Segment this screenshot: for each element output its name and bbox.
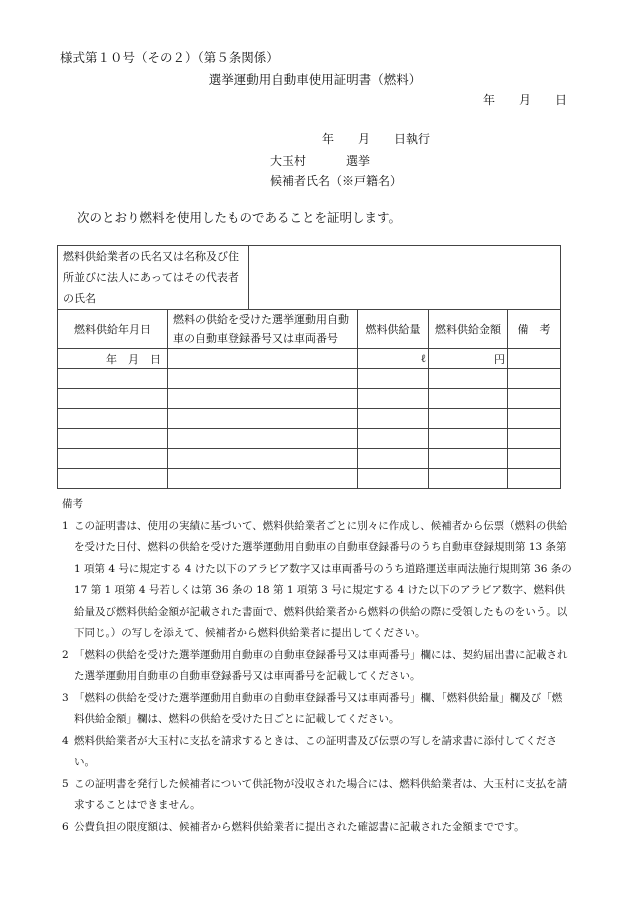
notes-title: 備考	[62, 498, 83, 510]
cell-remarks[interactable]	[508, 449, 561, 469]
note-number: 6	[62, 820, 69, 833]
cell-date[interactable]	[58, 389, 168, 409]
note-number: 5	[62, 777, 69, 790]
note-text: この証明書を発行した候補者について供託物が没収された場合には、燃料供給業者は、大玉村に支払を請求することはできません。	[74, 777, 568, 811]
note-item	[62, 774, 572, 817]
header-remarks: 備 考	[508, 310, 561, 349]
note-number: 4	[62, 734, 69, 747]
cell-date[interactable]	[58, 469, 168, 489]
note-item	[62, 645, 572, 688]
cell-amount[interactable]	[358, 409, 429, 429]
cell-vehicle[interactable]	[168, 449, 358, 469]
table-row	[58, 449, 561, 469]
election-name	[270, 152, 370, 169]
candidate-name-label: 候補者氏名（※戸籍名）	[270, 174, 403, 188]
issue-date: 年 月 日	[483, 93, 568, 107]
supplier-value[interactable]	[249, 246, 561, 310]
cell-vehicle[interactable]	[168, 469, 358, 489]
cell-price[interactable]	[429, 409, 508, 429]
document-title: 選挙運動用自動車使用証明書（燃料）	[208, 72, 422, 87]
notes-section	[62, 494, 572, 838]
table-row	[58, 369, 561, 389]
cell-date[interactable]	[58, 369, 168, 389]
note-item	[62, 731, 572, 774]
supplier-label: 燃料供給業者の氏名又は名称及び住所並びに法人にあってはその代表者の氏名	[58, 246, 249, 310]
cell-vehicle[interactable]	[168, 389, 358, 409]
cell-amount[interactable]	[358, 369, 429, 389]
table-row	[58, 409, 561, 429]
note-text: 燃料供給業者が大玉村に支払を請求するときは、この証明書及び伝票の写しを請求書に添付してください。	[74, 734, 557, 768]
table-header-row	[58, 310, 561, 349]
note-text: 公費負担の限度額は、候補者から燃料供給業者に提出された確認書に記載された金額までです。	[74, 820, 525, 833]
cell-date[interactable]	[58, 449, 168, 469]
cell-vehicle[interactable]	[168, 369, 358, 389]
table-row	[58, 469, 561, 489]
cell-vehicle[interactable]	[168, 429, 358, 449]
cell-date[interactable]	[58, 429, 168, 449]
cell-amount[interactable]	[358, 389, 429, 409]
cell-vehicle[interactable]	[168, 409, 358, 429]
header-vehicle: 燃料の供給を受けた選挙運動用自動車の自動車登録番号又は車両番号	[168, 310, 358, 349]
note-item	[62, 516, 572, 645]
cell-amount[interactable]	[358, 449, 429, 469]
execution-date: 年 月 日執行	[322, 132, 431, 146]
note-number: 1	[62, 519, 69, 532]
note-number: 3	[62, 691, 69, 704]
cell-remarks[interactable]	[508, 429, 561, 449]
cell-price[interactable]	[429, 429, 508, 449]
cell-price[interactable]	[429, 449, 508, 469]
header-amount: 燃料供給量	[358, 310, 429, 349]
note-text: 「燃料の供給を受けた選挙運動用自動車の自動車登録番号又は車両番号」欄には、契約届出書に記載された選挙運動用自動車の自動車登録番号又は車両番号を記載してください。	[74, 648, 568, 682]
cell-price[interactable]	[429, 389, 508, 409]
cell-date[interactable]	[58, 409, 168, 429]
cell-price[interactable]	[429, 369, 508, 389]
table-row	[58, 349, 561, 369]
header-price: 燃料供給金額	[429, 310, 508, 349]
note-text: この証明書は、使用の実績に基づいて、燃料供給業者ごとに別々に作成し、候補者から伝票（燃料の供給を受けた日付、燃料の供給を受けた選挙運動用自動車の自動車登録番号のうち自動車登録規則第 13 条第 1 項第 4 号に規定する 4 けた以下のアラビア数字又は車両番号のうち道路運送車両法施行規則第 36 条の 17 第 1 項第 4 号若しくは第 36 条の 18 第 1 項第 3 号に規定する 4 けた以下のアラビア数字、燃料供給量及び燃料供給金額が記載された書面で、燃料供給業者から燃料の供給の際に受領したものをいう。以下同じ。）の写しを添えて、候補者から燃料供給業者に提出してください。	[74, 519, 572, 639]
cell-remarks[interactable]	[508, 409, 561, 429]
header-date: 燃料供給年月日	[58, 310, 168, 349]
supplier-row	[58, 246, 561, 310]
cell-price[interactable]	[429, 469, 508, 489]
cell-remarks[interactable]	[508, 389, 561, 409]
cell-amount[interactable]	[358, 429, 429, 449]
cell-vehicle[interactable]	[168, 349, 358, 369]
cell-amount[interactable]	[358, 469, 429, 489]
fuel-usage-table	[57, 245, 561, 489]
note-item	[62, 688, 572, 731]
election-word: 選挙	[346, 154, 371, 168]
cell-amount[interactable]: ℓ	[358, 349, 429, 369]
form-number: 様式第１０号（その２）（第５条関係）	[60, 50, 279, 65]
cell-remarks[interactable]	[508, 469, 561, 489]
village-name: 大玉村	[270, 154, 307, 168]
cell-remarks[interactable]	[508, 369, 561, 389]
table-row	[58, 429, 561, 449]
cell-price[interactable]: 円	[429, 349, 508, 369]
cell-date[interactable]: 年 月 日	[58, 349, 168, 369]
note-number: 2	[62, 648, 69, 661]
certification-statement: 次のとおり燃料を使用したものであることを証明します。	[77, 210, 402, 225]
cell-remarks[interactable]	[508, 349, 561, 369]
note-item	[62, 817, 572, 839]
table-row	[58, 389, 561, 409]
note-text: 「燃料の供給を受けた選挙運動用自動車の自動車登録番号又は車両番号」欄、「燃料供給量」欄及び「燃料供給金額」欄は、燃料の供給を受けた日ごとに記載してください。	[74, 691, 563, 725]
